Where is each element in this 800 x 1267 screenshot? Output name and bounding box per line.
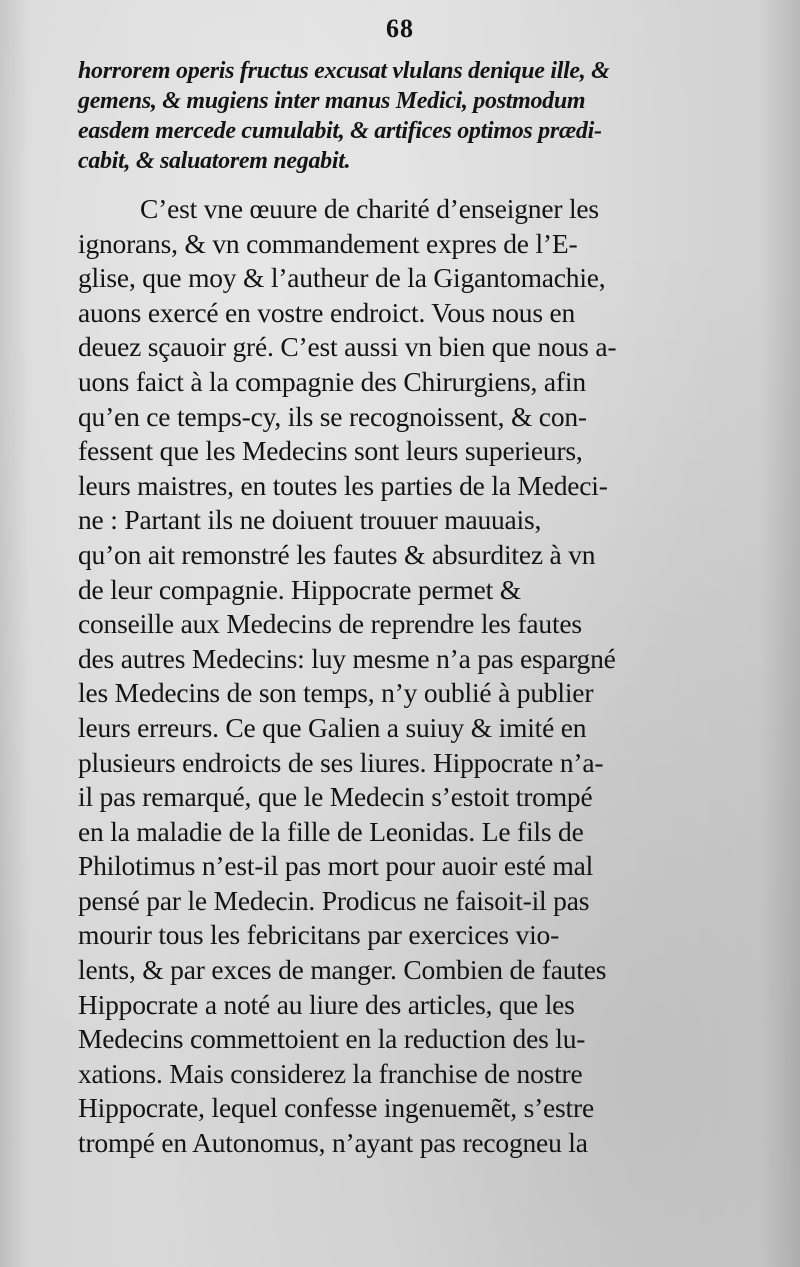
text-line: lents, & par exces de manger. Combien de fautes — [78, 954, 607, 986]
text-line: pensé par le Medecin. Prodicus ne faisoit-il pas — [78, 884, 590, 916]
latin-line: cabit, & saluatorem negabit. — [78, 148, 351, 174]
page-number: 68 — [386, 14, 414, 43]
text-line: qu’en ce temps-cy, ils se recognoissent, & con- — [78, 400, 587, 432]
text-line: uons faict à la compagnie des Chirurgiens, afin — [78, 365, 586, 397]
text-line: des autres Medecins: luy mesme n’a pas espargné — [78, 642, 616, 674]
text-line: ignorans, & vn commandement expres de l’E- — [78, 227, 578, 259]
text-line: leurs erreurs. Ce que Galien a suiuy & imité en — [78, 711, 587, 743]
text-line: C’est vne œuure de charité d’enseigner les — [140, 193, 599, 224]
text-line: il pas remarqué, que le Medecin s’estoit trompé — [78, 781, 593, 813]
text-line: mourir tous les febricitans par exercices vio- — [78, 919, 560, 951]
latin-quotation — [78, 56, 718, 176]
text-line: qu’on ait remonstré les fautes & absurditez à vn — [78, 538, 596, 570]
text-line: plusieurs endroicts de ses liures. Hippocrate n’a- — [78, 746, 604, 778]
latin-line: gemens, & mugiens inter manus Medici, postmodum — [78, 88, 586, 114]
text-line: trompé en Autonomus, n’ayant pas recogneu la — [78, 1127, 588, 1159]
text-line: fessent que les Medecins sont leurs superieurs, — [78, 435, 583, 467]
text-line: Philotimus n’est-il pas mort pour auoir esté mal — [78, 850, 594, 882]
text-line: Hippocrate, lequel confesse ingenuemẽt, s’estre — [78, 1092, 594, 1124]
latin-line: horrorem operis fructus excusat vlulans denique ille, & — [78, 58, 610, 84]
text-line: ne : Partant ils ne doiuent trouuer mauuais, — [78, 504, 542, 536]
text-line: conseille aux Medecins de reprendre les fautes — [78, 608, 582, 640]
text-line: leurs maistres, en toutes les parties de la Medeci- — [78, 469, 608, 501]
body-text — [78, 192, 728, 1161]
text-line: en la maladie de la fille de Leonidas. Le fils de — [78, 815, 584, 847]
text-line: auons exercé en vostre endroict. Vous nous en — [78, 296, 576, 328]
text-line: deuez sçauoir gré. C’est aussi vn bien que nous a- — [78, 331, 617, 363]
text-line: Medecins commettoient en la reduction des lu- — [78, 1023, 586, 1055]
text-line: glise, que moy & l’autheur de la Gigantomachie, — [78, 262, 606, 294]
latin-line: easdem mercede cumulabit, & artifices optimos prædi- — [78, 118, 602, 144]
text-line: les Medecins de son temps, n’y oublié à publier — [78, 677, 594, 709]
text-line: xations. Mais considerez la franchise de nostre — [78, 1057, 583, 1089]
text-line: de leur compagnie. Hippocrate permet & — [78, 573, 521, 605]
text-line: Hippocrate a noté au liure des articles, que les — [78, 988, 575, 1020]
